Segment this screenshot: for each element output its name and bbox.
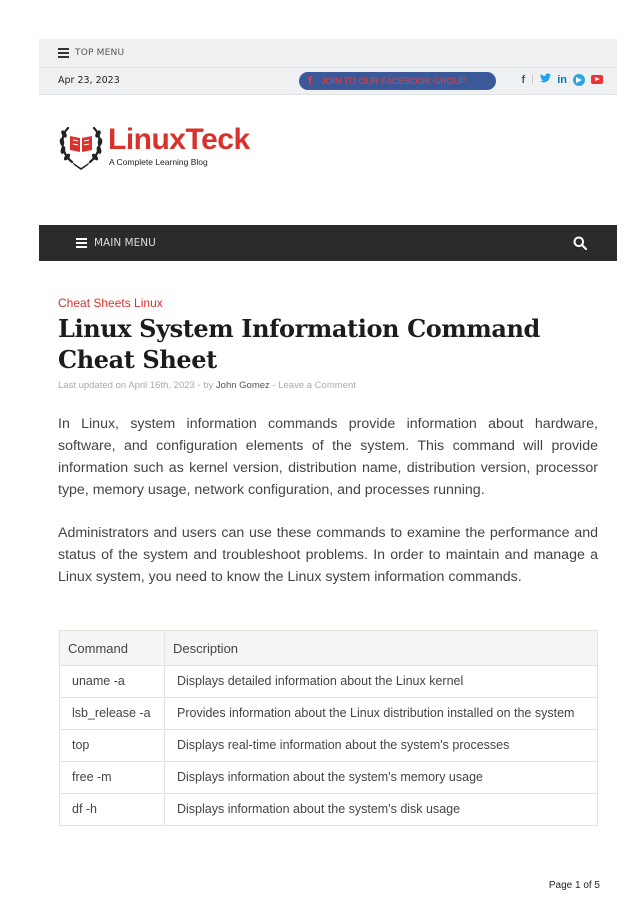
table-header-row bbox=[60, 631, 598, 666]
table-row bbox=[60, 762, 598, 794]
command-cell: top bbox=[60, 730, 165, 762]
logo-name: LinuxTeck bbox=[108, 123, 250, 156]
article-categories[interactable]: Cheat Sheets Linux bbox=[58, 296, 163, 310]
current-date: Apr 23, 2023 bbox=[58, 75, 120, 86]
top-menu-bar[interactable] bbox=[39, 39, 617, 68]
logo-tagline: A Complete Learning Blog bbox=[109, 157, 208, 167]
description-cell: Displays information about the system's disk usage bbox=[165, 794, 598, 826]
hamburger-icon[interactable] bbox=[58, 46, 69, 60]
commands-table bbox=[59, 630, 598, 826]
description-cell: Displays real-time information about the system's processes bbox=[165, 730, 598, 762]
hamburger-icon[interactable] bbox=[76, 236, 87, 250]
facebook-group-label: JOIN TO OUR FACEBOOK GROUP bbox=[321, 76, 467, 86]
description-cell: Displays information about the system's memory usage bbox=[165, 762, 598, 794]
page-number: Page 1 of 5 bbox=[548, 880, 600, 891]
article-title: Linux System Information Command Cheat Sheet bbox=[58, 314, 540, 374]
description-cell: Provides information about the Linux distribution installed on the system bbox=[165, 698, 598, 730]
divider: | bbox=[531, 74, 535, 85]
command-cell: lsb_release -a bbox=[60, 698, 165, 730]
table-row bbox=[60, 698, 598, 730]
main-menu-bar[interactable] bbox=[39, 225, 617, 261]
second-paragraph: Administrators and users can use these commands to examine the performance and status of the system and troubleshoot problems. In order to maintain and manage a Linux system, you need to know the Linux system information commands. bbox=[58, 525, 598, 585]
header-command: Command bbox=[60, 631, 165, 666]
header-description: Description bbox=[165, 631, 598, 666]
table-row bbox=[60, 666, 598, 698]
author-link[interactable]: John Gomez bbox=[215, 380, 270, 391]
intro-paragraph: In Linux, system information commands provide information about hardware, software, and configuration elements of the system. This command will provide information such as kernel version, distribution name, distribution version, processor type, memory usage, network configuration, and processes running. bbox=[58, 416, 598, 498]
linkedin-icon[interactable]: in bbox=[557, 73, 567, 86]
date-bar bbox=[39, 68, 617, 95]
main-menu-label[interactable]: MAIN MENU bbox=[94, 237, 156, 249]
twitter-icon[interactable] bbox=[540, 73, 551, 86]
command-cell bbox=[60, 826, 165, 827]
youtube-icon[interactable] bbox=[591, 75, 603, 84]
table-row bbox=[60, 794, 598, 826]
command-cell: df -h bbox=[60, 794, 165, 826]
search-icon[interactable] bbox=[573, 236, 587, 250]
description-cell bbox=[165, 826, 598, 827]
social-links bbox=[522, 73, 604, 86]
facebook-icon[interactable]: f bbox=[521, 73, 526, 86]
laurel-book-icon bbox=[58, 120, 104, 170]
facebook-icon: f bbox=[308, 74, 312, 88]
top-menu-label[interactable]: TOP MENU bbox=[75, 48, 125, 58]
table-row bbox=[60, 730, 598, 762]
table-row-cutoff bbox=[60, 826, 598, 827]
command-cell: uname -a bbox=[60, 666, 165, 698]
meta-date: Last updated on April 16th, 2023 - by bbox=[58, 380, 214, 391]
command-cell: free -m bbox=[60, 762, 165, 794]
comment-link[interactable]: - Leave a Comment bbox=[272, 380, 356, 391]
description-cell: Displays detailed information about the Linux kernel bbox=[165, 666, 598, 698]
article-meta bbox=[58, 380, 356, 391]
telegram-icon[interactable] bbox=[573, 74, 585, 86]
site-logo[interactable] bbox=[58, 120, 250, 170]
facebook-group-button[interactable] bbox=[299, 72, 496, 90]
